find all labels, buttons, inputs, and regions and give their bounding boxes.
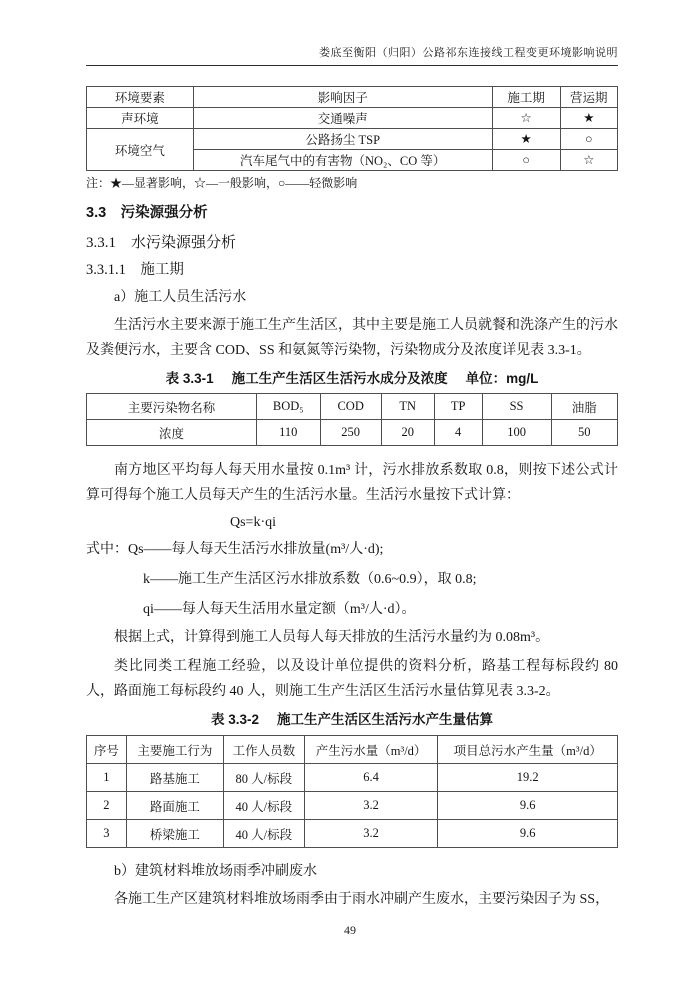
- cell-output: 3.2: [304, 792, 438, 820]
- col-header-total-sewage-output: 项目总污水产生量（m³/d）: [438, 736, 618, 764]
- cell-index: 1: [87, 764, 127, 792]
- cell-workers: 40 人/标段: [223, 820, 304, 848]
- formula-qs: Qs=k·qi: [230, 515, 277, 530]
- col-header-worker-count: 工作人员数: [223, 736, 304, 764]
- cell-output: 6.4: [304, 764, 438, 792]
- cell-workers: 80 人/标段: [223, 764, 304, 792]
- col-header-sewage-output: 产生污水量（m³/d）: [304, 736, 438, 764]
- table-row: [87, 108, 618, 129]
- formula-def-k: k——施工生产生活区污水排放系数（0.6~0.9），取 0.8;: [143, 572, 477, 587]
- table-3-3-2-caption: [86, 710, 618, 730]
- cell-factor: 交通噪声: [193, 108, 492, 129]
- paragraph-rain-flush: 各施工生产区建筑材料堆放场雨季由于雨水冲刷产生废水，主要污染因子为 SS，: [114, 892, 610, 907]
- table-row: [87, 420, 618, 446]
- cell-construction-rating: ☆: [492, 108, 560, 129]
- cell-activity: 路基施工: [126, 764, 223, 792]
- cell-workers: 40 人/标段: [223, 792, 304, 820]
- table-caption-title: 施工生产生活区生活污水产生量估算: [277, 712, 494, 727]
- cell-element: 环境空气: [87, 129, 194, 171]
- col-header-construction-activity: 主要施工行为: [126, 736, 223, 764]
- col-header-cod: COD: [320, 394, 381, 420]
- impact-table-legend-note: 注：★—显著影响，☆—一般影响，○——轻微影响: [86, 176, 358, 190]
- col-header-tp: TP: [434, 394, 482, 420]
- col-header-ss: SS: [482, 394, 551, 420]
- formula-definitions: [86, 535, 618, 625]
- col-header-pollutant-name: 主要污染物名称: [87, 394, 257, 420]
- cell-value: 250: [320, 420, 381, 446]
- cell-value: 20: [381, 420, 434, 446]
- formula-def-qs: 式中：Qs——每人每天生活污水排放量(m³/人·d);: [86, 542, 384, 557]
- cell-operation-rating: ○: [560, 129, 617, 150]
- impact-table-header-row: [87, 87, 618, 108]
- list-item-a: a）施工人员生活污水: [114, 290, 247, 305]
- cell-value: 100: [482, 420, 551, 446]
- col-header-impact-factor: 影响因子: [193, 87, 492, 108]
- section-heading-3-3-1-1: 3.3.1.1 施工期: [86, 262, 184, 278]
- section-heading-3-3: 3.3 污染源强分析: [86, 205, 208, 221]
- col-header-operation-period: 营运期: [560, 87, 617, 108]
- col-header-environment-element: 环境要素: [87, 87, 194, 108]
- table-caption-label: 表 3.3-1: [165, 371, 214, 386]
- sewage-composition-table: [86, 393, 618, 446]
- cell-value: 50: [551, 420, 617, 446]
- cell-total-output: 9.6: [438, 820, 618, 848]
- table-header-row: [87, 736, 618, 764]
- cell-total-output: 9.6: [438, 792, 618, 820]
- formula-def-qi: qi——每人每天生活用水量定额（m³/人·d）。: [143, 602, 416, 617]
- paragraph-analogy: 类比同类工程施工经验，以及设计单位提供的资料分析，路基工程每标段约 80 人，路面施工每标段约 40 人，则施工生产生活区生活污水量估算见表 3.3-2。: [86, 659, 618, 699]
- cell-element: 声环境: [87, 108, 194, 129]
- cell-activity: 路面施工: [126, 792, 223, 820]
- list-item-b: b）建筑材料堆放场雨季冲刷废水: [114, 864, 317, 879]
- col-header-bod5: BOD₅: [256, 394, 320, 420]
- cell-value: 4: [434, 420, 482, 446]
- cell-output: 3.2: [304, 820, 438, 848]
- table-caption-title: 施工生产生活区生活污水成分及浓度: [231, 371, 448, 386]
- cell-operation-rating: ☆: [560, 150, 617, 171]
- cell-activity: 桥梁施工: [126, 820, 223, 848]
- cell-factor: 汽车尾气中的有害物（NO₂、CO 等）: [193, 150, 492, 171]
- cell-factor: 公路扬尘 TSP: [193, 129, 492, 150]
- cell-row-label: 浓度: [87, 420, 257, 446]
- col-header-construction-period: 施工期: [492, 87, 560, 108]
- page-header: [86, 46, 618, 66]
- cell-construction-rating: ★: [492, 129, 560, 150]
- running-header-title: 娄底至衡阳（归阳）公路祁东连接线工程变更环境影响说明: [319, 47, 618, 59]
- cell-index: 3: [87, 820, 127, 848]
- table-caption-label: 表 3.3-2: [210, 712, 260, 727]
- table-row: [87, 129, 618, 150]
- cell-construction-rating: ○: [492, 150, 560, 171]
- table-caption-unit: 单位：mg/L: [465, 371, 539, 386]
- cell-operation-rating: ★: [560, 108, 617, 129]
- table-row: [87, 764, 618, 792]
- col-header-index: 序号: [87, 736, 127, 764]
- table-3-3-1-caption: [86, 369, 618, 389]
- cell-total-output: 19.2: [438, 764, 618, 792]
- paragraph-domestic-sewage: 生活污水主要来源于施工生产生活区，其中主要是施工人员就餐和洗涤产生的污水及粪便污水，主要含 COD、SS 和氨氮等污染物，污染物成分及浓度详见表 3.3-1。: [86, 318, 618, 358]
- cell-value: 110: [256, 420, 320, 446]
- table-row: [87, 820, 618, 848]
- page-number: 49: [344, 923, 356, 937]
- environment-impact-table: [86, 86, 618, 171]
- cell-index: 2: [87, 792, 127, 820]
- section-heading-3-3-1: 3.3.1 水污染源强分析: [86, 235, 237, 251]
- table-row: [87, 792, 618, 820]
- paragraph-water-usage: 南方地区平均每人每天用水量按 0.1m³ 计，污水排放系数取 0.8，则按下述公式计算可得每个施工人员每天产生的生活污水量。生活污水量按下式计算：: [86, 463, 618, 503]
- sewage-output-estimate-table: [86, 735, 618, 848]
- table-header-row: [87, 394, 618, 420]
- col-header-oil: 油脂: [551, 394, 617, 420]
- paragraph-result: 根据上式，计算得到施工人员每人每天排放的生活污水量约为 0.08m³。: [114, 630, 550, 645]
- col-header-tn: TN: [381, 394, 434, 420]
